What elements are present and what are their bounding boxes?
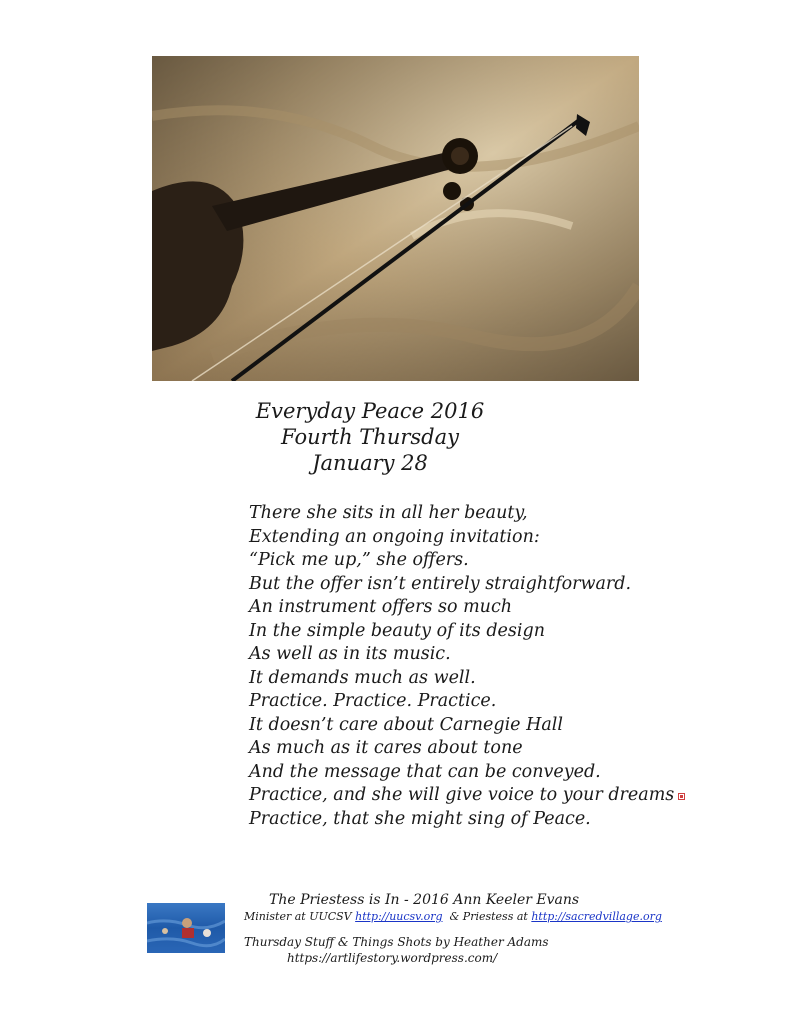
poem-line: But the offer isn’t entirely straightforward. — [249, 573, 632, 594]
poem-line: It doesn’t care about Carnegie Hall — [249, 714, 563, 735]
poem-line: Practice. Practice. Practice. — [249, 691, 497, 711]
swimmers-illustration — [147, 903, 225, 953]
credits — [236, 891, 662, 966]
violin-illustration — [152, 56, 639, 381]
poem-line: Extending an ongoing invitation: — [249, 526, 540, 547]
poem — [249, 502, 674, 831]
heading — [250, 398, 490, 476]
poem-line: And the message that can be conveyed. — [249, 761, 601, 782]
poem-line: There she sits in all her beauty, — [249, 503, 528, 523]
poem-line: It demands much as well. — [249, 667, 476, 688]
poem-line: “Pick me up,” she offers. — [249, 550, 469, 570]
credit-shots: Thursday Stuff & Things Shots by Heather Adams — [244, 935, 549, 949]
sacredvillage-link[interactable]: http://sacredvillage.org — [531, 910, 662, 923]
poem-line: Practice, that she might sing of Peace. — [249, 808, 591, 829]
credit-middle-text: & Priestess at — [442, 910, 532, 923]
poem-line: An instrument offers so much — [249, 597, 513, 617]
heading-date: January 28 — [312, 451, 428, 475]
heading-day: Fourth Thursday — [281, 425, 459, 449]
poem-line: As much as it cares about tone — [249, 738, 523, 758]
poem-line: As well as in its music. — [249, 644, 451, 664]
credit-title: The Priestess is In - 2016 Ann Keeler Evans — [269, 892, 580, 908]
credit-minister-line — [244, 909, 662, 924]
poem-line: Practice, and she will give voice to your dreams — [249, 785, 675, 805]
heading-title: Everyday Peace 2016 — [255, 399, 485, 423]
poem-line: In the simple beauty of its design — [249, 620, 545, 641]
uucsv-link[interactable]: http://uucsv.org — [355, 910, 443, 923]
swimmers-thumbnail — [147, 903, 225, 953]
credit-shots-url: https://artlifestory.wordpress.com/ — [287, 951, 498, 965]
violin-photo — [152, 56, 639, 381]
credit-minister-prefix: Minister at UUCSV — [244, 910, 356, 923]
annotation-marker-icon[interactable] — [678, 793, 685, 800]
